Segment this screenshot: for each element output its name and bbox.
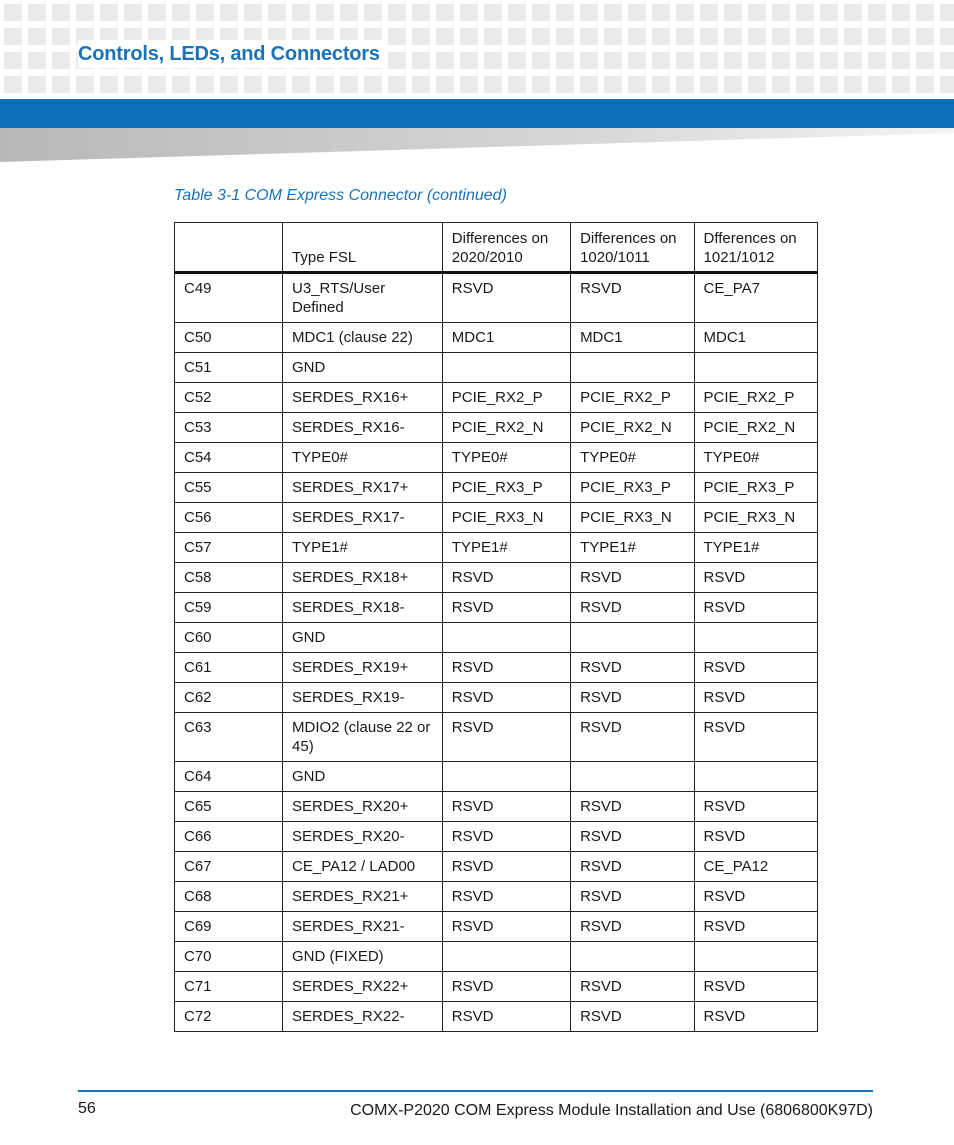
table-row <box>175 972 818 1002</box>
header-tile <box>316 4 334 21</box>
header-tile <box>76 76 94 93</box>
cell-diff-1021-1012: RSVD <box>694 882 817 912</box>
table-row <box>175 353 818 383</box>
cell-type-fsl: SERDES_RX21- <box>283 912 443 942</box>
cell-pin: C68 <box>175 882 283 912</box>
header-tile <box>748 76 766 93</box>
header-tile <box>484 28 502 45</box>
header-tile <box>460 4 478 21</box>
table-row <box>175 882 818 912</box>
cell-type-fsl: SERDES_RX16+ <box>283 383 443 413</box>
header-tile <box>268 76 286 93</box>
cell-pin: C56 <box>175 503 283 533</box>
cell-diff-1020-1011: RSVD <box>571 683 694 713</box>
cell-pin: C59 <box>175 593 283 623</box>
header-tile <box>124 4 142 21</box>
cell-pin: C65 <box>175 792 283 822</box>
cell-diff-2020-2010: PCIE_RX3_N <box>442 503 570 533</box>
header-tile <box>364 76 382 93</box>
cell-diff-2020-2010: TYPE1# <box>442 533 570 563</box>
cell-diff-1020-1011: RSVD <box>571 852 694 882</box>
table-row <box>175 852 818 882</box>
header-tile <box>436 28 454 45</box>
cell-diff-1020-1011 <box>571 623 694 653</box>
cell-diff-1021-1012 <box>694 353 817 383</box>
header-tile <box>412 28 430 45</box>
header-tile <box>52 28 70 45</box>
header-tile <box>628 76 646 93</box>
cell-diff-1020-1011: RSVD <box>571 563 694 593</box>
cell-type-fsl: TYPE0# <box>283 443 443 473</box>
cell-pin: C51 <box>175 353 283 383</box>
cell-diff-1021-1012: RSVD <box>694 713 817 762</box>
header-tile <box>700 28 718 45</box>
header-tile <box>604 28 622 45</box>
table-row <box>175 563 818 593</box>
header-tile <box>796 52 814 69</box>
header-cell-diff-1021-1012: Dfferences on 1021/1012 <box>694 223 817 273</box>
cell-diff-2020-2010: TYPE0# <box>442 443 570 473</box>
header-tile <box>892 4 910 21</box>
cell-type-fsl: MDIO2 (clause 22 or 45) <box>283 713 443 762</box>
cell-pin: C62 <box>175 683 283 713</box>
header-tile <box>484 52 502 69</box>
header-tile <box>580 4 598 21</box>
cell-diff-1021-1012 <box>694 942 817 972</box>
header-tile <box>604 4 622 21</box>
header-tile <box>844 28 862 45</box>
header-tile <box>124 76 142 93</box>
header-tile <box>436 4 454 21</box>
header-tile <box>220 4 238 21</box>
header-cell-pin <box>175 223 283 273</box>
header-tile <box>676 4 694 21</box>
cell-pin: C60 <box>175 623 283 653</box>
table-row <box>175 473 818 503</box>
cell-diff-1021-1012: PCIE_RX3_P <box>694 473 817 503</box>
section-title: Controls, LEDs, and Connectors <box>78 40 384 68</box>
table-row <box>175 683 818 713</box>
table-row <box>175 273 818 323</box>
header-tile <box>388 76 406 93</box>
cell-type-fsl: TYPE1# <box>283 533 443 563</box>
cell-diff-2020-2010 <box>442 762 570 792</box>
cell-type-fsl: MDC1 (clause 22) <box>283 323 443 353</box>
cell-diff-1020-1011: RSVD <box>571 713 694 762</box>
header-tile <box>844 76 862 93</box>
table-row <box>175 942 818 972</box>
cell-pin: C50 <box>175 323 283 353</box>
table-caption: Table 3-1 COM Express Connector (continued) <box>174 187 507 204</box>
header-tile <box>868 52 886 69</box>
cell-diff-2020-2010: RSVD <box>442 683 570 713</box>
table-row <box>175 533 818 563</box>
header-tile <box>772 28 790 45</box>
table-row <box>175 653 818 683</box>
header-tile <box>292 76 310 93</box>
header-tile <box>676 52 694 69</box>
cell-diff-1020-1011: RSVD <box>571 912 694 942</box>
header-tile <box>628 4 646 21</box>
header-blue-band <box>0 99 954 128</box>
cell-pin: C66 <box>175 822 283 852</box>
header-gray-wedge <box>0 128 954 164</box>
cell-diff-1020-1011: RSVD <box>571 273 694 323</box>
table-row <box>175 323 818 353</box>
header-tile <box>652 76 670 93</box>
cell-pin: C58 <box>175 563 283 593</box>
cell-diff-1021-1012: RSVD <box>694 822 817 852</box>
cell-type-fsl: SERDES_RX17+ <box>283 473 443 503</box>
cell-type-fsl: GND <box>283 623 443 653</box>
header-tile <box>916 52 934 69</box>
cell-diff-2020-2010: PCIE_RX2_N <box>442 413 570 443</box>
cell-diff-1020-1011: RSVD <box>571 882 694 912</box>
header-tile <box>580 52 598 69</box>
header-tile <box>388 4 406 21</box>
header-tile <box>844 52 862 69</box>
cell-diff-1020-1011: MDC1 <box>571 323 694 353</box>
cell-diff-1020-1011 <box>571 762 694 792</box>
cell-diff-2020-2010 <box>442 353 570 383</box>
cell-type-fsl: SERDES_RX22- <box>283 1002 443 1032</box>
header-tile <box>460 76 478 93</box>
header-tile <box>724 4 742 21</box>
header-tile <box>940 52 954 69</box>
header-tile <box>940 76 954 93</box>
table-row <box>175 503 818 533</box>
header-tile <box>4 52 22 69</box>
header-tile <box>196 4 214 21</box>
cell-pin: C71 <box>175 972 283 1002</box>
cell-pin: C69 <box>175 912 283 942</box>
cell-type-fsl: SERDES_RX21+ <box>283 882 443 912</box>
cell-diff-1020-1011: TYPE0# <box>571 443 694 473</box>
header-tile <box>700 4 718 21</box>
header-tile <box>556 28 574 45</box>
cell-diff-2020-2010: RSVD <box>442 593 570 623</box>
cell-diff-1020-1011 <box>571 353 694 383</box>
cell-diff-1021-1012: PCIE_RX3_N <box>694 503 817 533</box>
header-tile <box>652 28 670 45</box>
cell-pin: C72 <box>175 1002 283 1032</box>
cell-pin: C61 <box>175 653 283 683</box>
cell-diff-1021-1012: MDC1 <box>694 323 817 353</box>
cell-pin: C70 <box>175 942 283 972</box>
footer-rule <box>78 1090 873 1092</box>
cell-diff-2020-2010: RSVD <box>442 1002 570 1032</box>
table-row <box>175 713 818 762</box>
header-tile <box>892 28 910 45</box>
cell-type-fsl: SERDES_RX20+ <box>283 792 443 822</box>
header-tile <box>412 76 430 93</box>
table-body <box>175 273 818 1032</box>
cell-diff-1021-1012: RSVD <box>694 683 817 713</box>
header-tile <box>604 52 622 69</box>
header-tile <box>580 28 598 45</box>
header-tile <box>532 28 550 45</box>
cell-type-fsl: U3_RTS/User Defined <box>283 273 443 323</box>
cell-pin: C54 <box>175 443 283 473</box>
table-row <box>175 443 818 473</box>
header-tile <box>676 76 694 93</box>
header-tile <box>748 4 766 21</box>
cell-diff-2020-2010: RSVD <box>442 882 570 912</box>
header-tile <box>844 4 862 21</box>
header-tile <box>676 28 694 45</box>
header-tile <box>508 4 526 21</box>
header-tile <box>916 28 934 45</box>
header-tile <box>460 28 478 45</box>
header-tile <box>772 52 790 69</box>
header-tile <box>172 76 190 93</box>
header-tile <box>28 28 46 45</box>
header-tile <box>652 52 670 69</box>
header-tile <box>388 28 406 45</box>
header-tile <box>868 28 886 45</box>
header-tile <box>892 76 910 93</box>
header-tile <box>340 4 358 21</box>
header-tile <box>820 28 838 45</box>
cell-diff-1020-1011: RSVD <box>571 653 694 683</box>
cell-diff-1021-1012: RSVD <box>694 653 817 683</box>
header-tile <box>820 52 838 69</box>
table-row <box>175 1002 818 1032</box>
header-tile <box>532 52 550 69</box>
header-tile <box>700 52 718 69</box>
cell-diff-1021-1012: RSVD <box>694 593 817 623</box>
cell-diff-1021-1012: RSVD <box>694 1002 817 1032</box>
cell-diff-1021-1012: PCIE_RX2_P <box>694 383 817 413</box>
header-tile <box>172 4 190 21</box>
com-express-connector-table <box>174 222 818 1032</box>
header-tile <box>148 76 166 93</box>
header-tile <box>52 4 70 21</box>
header-cell-diff-2020-2010: Differences on 2020/2010 <box>442 223 570 273</box>
header-tile <box>796 28 814 45</box>
cell-diff-1021-1012: RSVD <box>694 972 817 1002</box>
cell-diff-1020-1011: RSVD <box>571 792 694 822</box>
cell-diff-1020-1011: PCIE_RX2_P <box>571 383 694 413</box>
table-row <box>175 822 818 852</box>
cell-diff-2020-2010: RSVD <box>442 563 570 593</box>
cell-diff-1021-1012: RSVD <box>694 563 817 593</box>
cell-diff-1020-1011: RSVD <box>571 972 694 1002</box>
cell-type-fsl: SERDES_RX17- <box>283 503 443 533</box>
cell-diff-2020-2010: RSVD <box>442 792 570 822</box>
header-tile <box>148 4 166 21</box>
cell-type-fsl: GND (FIXED) <box>283 942 443 972</box>
cell-diff-1021-1012: RSVD <box>694 792 817 822</box>
cell-diff-2020-2010: RSVD <box>442 972 570 1002</box>
header-tile <box>796 76 814 93</box>
cell-diff-2020-2010: RSVD <box>442 273 570 323</box>
cell-diff-2020-2010: PCIE_RX3_P <box>442 473 570 503</box>
cell-diff-2020-2010: MDC1 <box>442 323 570 353</box>
header-tile <box>460 52 478 69</box>
cell-diff-1020-1011: PCIE_RX2_N <box>571 413 694 443</box>
table-row <box>175 912 818 942</box>
header-tile <box>28 52 46 69</box>
header-tile <box>292 4 310 21</box>
header-tile <box>748 28 766 45</box>
cell-type-fsl: SERDES_RX19+ <box>283 653 443 683</box>
header-tile <box>28 76 46 93</box>
cell-diff-1020-1011: RSVD <box>571 593 694 623</box>
cell-diff-2020-2010: RSVD <box>442 713 570 762</box>
cell-diff-1021-1012 <box>694 623 817 653</box>
cell-diff-1021-1012: PCIE_RX2_N <box>694 413 817 443</box>
cell-diff-1020-1011: RSVD <box>571 1002 694 1032</box>
header-tile <box>244 4 262 21</box>
cell-pin: C63 <box>175 713 283 762</box>
header-tile <box>4 76 22 93</box>
cell-type-fsl: SERDES_RX18+ <box>283 563 443 593</box>
header-tile <box>916 76 934 93</box>
cell-diff-1021-1012: CE_PA7 <box>694 273 817 323</box>
header-tile <box>52 76 70 93</box>
cell-type-fsl: SERDES_RX19- <box>283 683 443 713</box>
document-title: COMX-P2020 COM Express Module Installation and Use (6806800K97D) <box>350 1102 873 1119</box>
header-tile <box>52 52 70 69</box>
table-row <box>175 762 818 792</box>
header-tile <box>412 4 430 21</box>
cell-type-fsl: SERDES_RX18- <box>283 593 443 623</box>
header-tile <box>556 4 574 21</box>
table-row <box>175 792 818 822</box>
header-tile <box>604 76 622 93</box>
header-cell-type-fsl: Type FSL <box>283 223 443 273</box>
header-tile <box>100 4 118 21</box>
cell-diff-1021-1012: TYPE0# <box>694 443 817 473</box>
table-row <box>175 593 818 623</box>
table-row <box>175 383 818 413</box>
cell-diff-2020-2010: RSVD <box>442 852 570 882</box>
header-tile <box>28 4 46 21</box>
header-tile <box>940 28 954 45</box>
header-cell-diff-1020-1011: Differences on 1020/1011 <box>571 223 694 273</box>
table-header-row <box>175 223 818 273</box>
cell-pin: C55 <box>175 473 283 503</box>
header-tile <box>700 76 718 93</box>
header-tile <box>412 52 430 69</box>
header-tile <box>916 4 934 21</box>
header-tile <box>772 4 790 21</box>
header-tile <box>484 4 502 21</box>
header-tile <box>100 76 118 93</box>
header-tile <box>532 76 550 93</box>
header-tile <box>628 28 646 45</box>
header-tile <box>796 4 814 21</box>
header-tile <box>316 76 334 93</box>
header-tile <box>76 4 94 21</box>
header-tile <box>484 76 502 93</box>
header-tile <box>892 52 910 69</box>
header-tile <box>244 76 262 93</box>
header-tile <box>724 28 742 45</box>
header-tile <box>508 52 526 69</box>
header-tile <box>388 52 406 69</box>
header-tile <box>868 76 886 93</box>
header-tile <box>748 52 766 69</box>
cell-diff-1020-1011: PCIE_RX3_P <box>571 473 694 503</box>
cell-diff-2020-2010: RSVD <box>442 653 570 683</box>
header-tile <box>532 4 550 21</box>
header-tile <box>436 52 454 69</box>
page-number: 56 <box>78 1100 96 1117</box>
header-tile <box>268 4 286 21</box>
cell-type-fsl: SERDES_RX22+ <box>283 972 443 1002</box>
cell-type-fsl: SERDES_RX20- <box>283 822 443 852</box>
cell-pin: C67 <box>175 852 283 882</box>
cell-diff-2020-2010: PCIE_RX2_P <box>442 383 570 413</box>
cell-type-fsl: CE_PA12 / LAD00 <box>283 852 443 882</box>
header-tile <box>364 4 382 21</box>
header-tile <box>340 76 358 93</box>
header-tile <box>508 28 526 45</box>
cell-pin: C64 <box>175 762 283 792</box>
header-tile <box>556 76 574 93</box>
cell-diff-2020-2010: RSVD <box>442 822 570 852</box>
header-tile <box>196 76 214 93</box>
cell-diff-1021-1012: CE_PA12 <box>694 852 817 882</box>
cell-diff-1020-1011: TYPE1# <box>571 533 694 563</box>
header-tile <box>868 4 886 21</box>
cell-diff-2020-2010: RSVD <box>442 912 570 942</box>
cell-pin: C53 <box>175 413 283 443</box>
header-tile <box>940 4 954 21</box>
header-tile <box>652 4 670 21</box>
cell-pin: C49 <box>175 273 283 323</box>
cell-type-fsl: SERDES_RX16- <box>283 413 443 443</box>
header-tile <box>508 76 526 93</box>
cell-diff-1020-1011: RSVD <box>571 822 694 852</box>
table-row <box>175 623 818 653</box>
header-tile <box>724 52 742 69</box>
cell-diff-2020-2010 <box>442 623 570 653</box>
table-row <box>175 413 818 443</box>
header-tile <box>556 52 574 69</box>
header-tile <box>772 76 790 93</box>
cell-diff-1021-1012 <box>694 762 817 792</box>
header-tile <box>580 76 598 93</box>
header-tile <box>4 4 22 21</box>
cell-type-fsl: GND <box>283 762 443 792</box>
header-tile <box>820 76 838 93</box>
header-tile <box>220 76 238 93</box>
header-tile <box>724 76 742 93</box>
cell-type-fsl: GND <box>283 353 443 383</box>
cell-pin: C52 <box>175 383 283 413</box>
header-tile <box>4 28 22 45</box>
header-tile <box>628 52 646 69</box>
cell-diff-1021-1012: RSVD <box>694 912 817 942</box>
cell-pin: C57 <box>175 533 283 563</box>
header-tile <box>436 76 454 93</box>
cell-diff-1020-1011: PCIE_RX3_N <box>571 503 694 533</box>
header-tile <box>820 4 838 21</box>
cell-diff-1021-1012: TYPE1# <box>694 533 817 563</box>
cell-diff-2020-2010 <box>442 942 570 972</box>
cell-diff-1020-1011 <box>571 942 694 972</box>
